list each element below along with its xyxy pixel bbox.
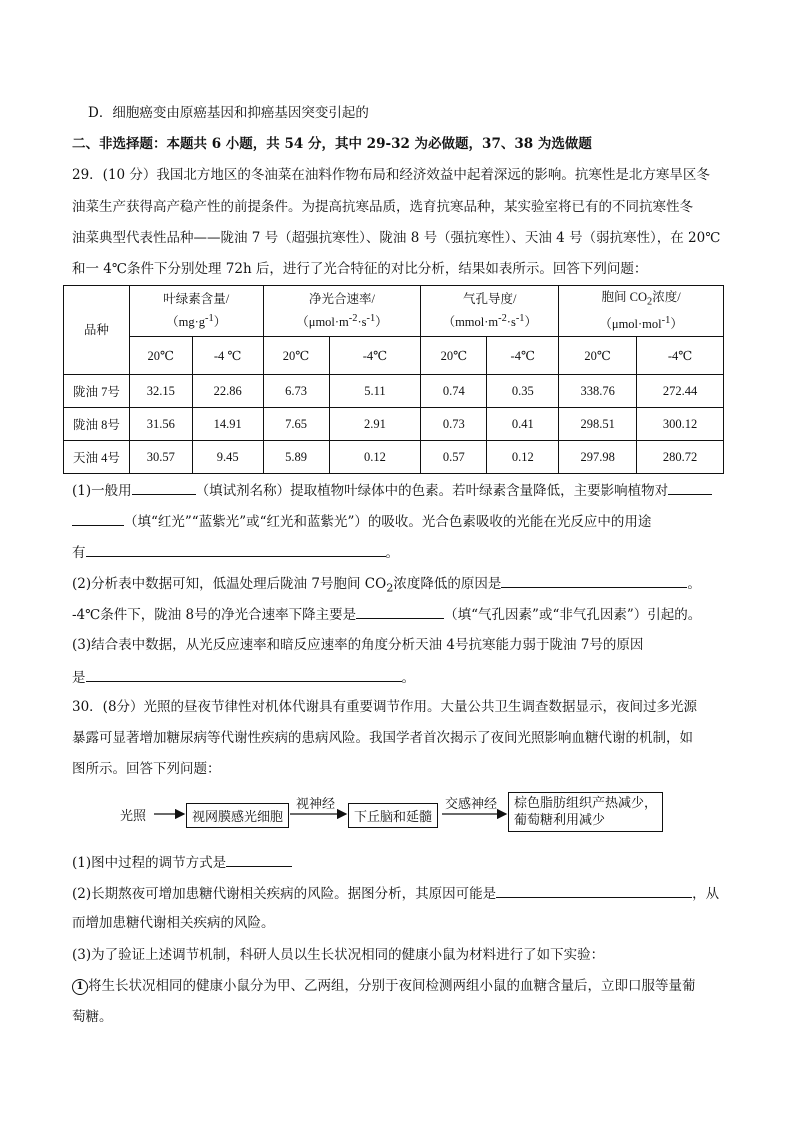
- temp-header: -4 ℃: [192, 337, 263, 375]
- table-cell: 338.76: [559, 375, 637, 408]
- q29-part2-line1: (2)分析表中数据可知，低温处理后陇油 7号胞间 $CO_2$浓度降低的原因是 。: [72, 573, 722, 598]
- variety-cell: 陇油 8号: [64, 408, 130, 441]
- q29-part1-line3: 有 。: [72, 542, 722, 562]
- net-photosynthesis-header: 净光合速率/ $(\mu mol\cdot m^{-2}\cdot s^{-1})$: [263, 286, 421, 337]
- table-cell: 5.89: [263, 441, 329, 474]
- table-cell: 30.57: [129, 441, 192, 474]
- table-cell: 31.56: [129, 408, 192, 441]
- table-cell: 297.98: [559, 441, 637, 474]
- answer-blank[interactable]: [226, 852, 292, 867]
- q29-part3-line1: (3)结合表中数据，从光反应速率和暗反应速率的角度分析天油 4号抗寒能力弱于陇油 7号的原因: [72, 637, 644, 653]
- option-d: D．细胞癌变由原癌基因和抑癌基因突变引起的: [88, 105, 369, 121]
- table-cell: 22.86: [192, 375, 263, 408]
- intercellular-co2-header: 胞间 $CO_2$浓度/ （μmol·mol$^{-1}$）: [559, 286, 724, 337]
- temp-header: -4℃: [637, 337, 724, 375]
- table-cell: 0.74: [421, 375, 487, 408]
- q30-part3: (3)为了验证上述调节机制，科研人员以生长状况相同的健康小鼠为材料进行了如下实验：: [72, 947, 605, 963]
- answer-blank[interactable]: [72, 511, 124, 526]
- stomatal-conductance-header: 气孔导度/ $(mmol\cdot m^{-2}\cdot s^{-1})$: [421, 286, 559, 337]
- q30-part2-line1: (2)长期熬夜可增加患糖代谢相关疾病的风险。据图分析，其原因可能是 ，从: [72, 883, 722, 903]
- answer-blank[interactable]: [668, 480, 712, 495]
- table-row: [64, 408, 724, 441]
- temp-header: 20℃: [263, 337, 329, 375]
- table-cell: 9.45: [192, 441, 263, 474]
- table-cell: 32.15: [129, 375, 192, 408]
- q29-part1-line1: (1)一般用 （填试剂名称）提取植物叶绿体中的色素。若叶绿素含量降低，主要影响植物对: [72, 480, 722, 500]
- table-cell: 0.57: [421, 441, 487, 474]
- q29-intro-line-3: 油菜典型代表性品种——陇油 7 号（超强抗寒性）、陇油 8 号（强抗寒性）、天油 4 号（弱抗寒性），在 20℃: [72, 230, 721, 246]
- mechanism-diagram: [120, 790, 680, 838]
- temp-header: 20℃: [559, 337, 637, 375]
- q29-intro-line-1: 29．(10 分）我国北方地区的冬油菜在油料作物布局和经济效益中起着深远的影响。抗寒性是北方寒旱区冬: [72, 167, 710, 183]
- q30-intro-line-1: 30．(8分）光照的昼夜节律性对机体代谢具有重要调节作用。大量公共卫生调查数据显示，夜间过多光源: [72, 699, 698, 715]
- variety-cell: 陇油 7号: [64, 375, 130, 408]
- table-cell: 2.91: [329, 408, 421, 441]
- table-cell: 7.65: [263, 408, 329, 441]
- diagram-label-sympathetic: 交感神经: [445, 797, 498, 812]
- answer-blank[interactable]: [501, 573, 687, 588]
- temp-header: 20℃: [421, 337, 487, 375]
- table-cell: 280.72: [637, 441, 724, 474]
- answer-blank[interactable]: [356, 604, 444, 619]
- table-cell: 0.73: [421, 408, 487, 441]
- table-row: [64, 441, 724, 474]
- temp-header: -4℃: [487, 337, 559, 375]
- table-cell: 300.12: [637, 408, 724, 441]
- table-cell: 0.12: [487, 441, 559, 474]
- chlorophyll-header: 叶绿素含量/ $(mg\cdot g^{-1})$: [129, 286, 263, 337]
- answer-blank[interactable]: [496, 883, 692, 898]
- q30-part1: (1)图中过程的调节方式是: [72, 852, 722, 872]
- diagram-box-hypothalamus: 下丘脑和延髓: [348, 803, 438, 828]
- q29-intro-line-2: 油菜生产获得高产稳产性的前提条件。为提高抗寒品质，选育抗寒品种，某实验室将已有的不同抗寒性冬: [72, 199, 693, 215]
- answer-blank[interactable]: [86, 542, 386, 557]
- table-cell: 298.51: [559, 408, 637, 441]
- diagram-label-optic-nerve: 视神经: [296, 797, 336, 812]
- table-cell: 0.12: [329, 441, 421, 474]
- diagram-box-retina: 视网膜感光细胞: [186, 803, 289, 828]
- photosynthesis-table: [63, 285, 724, 474]
- variety-header: 品种: [64, 286, 130, 375]
- q29-intro-line-4: 和一 4℃条件下分别处理 72h 后，进行了光合特征的对比分析，结果如表所示。回答下列问题：: [72, 261, 648, 277]
- q30-step1-line1: 1 将生长状况相同的健康小鼠分为甲、乙两组，分别于夜间检测两组小鼠的血糖含量后，立即口服等量葡: [72, 977, 722, 995]
- q29-part3-line2: 是 。: [72, 667, 722, 687]
- table-row: [64, 375, 724, 408]
- table-cell: 0.41: [487, 408, 559, 441]
- q30-step1-line2: 萄糖。: [72, 1009, 113, 1025]
- answer-blank[interactable]: [86, 667, 402, 682]
- table-cell: 272.44: [637, 375, 724, 408]
- temp-header: 20℃: [129, 337, 192, 375]
- diagram-box-result: 棕色脂肪组织产热减少， 葡萄糖利用减少: [508, 792, 663, 832]
- q30-intro-line-3: 图所示。回答下列问题：: [72, 761, 221, 777]
- table-cell: 0.35: [487, 375, 559, 408]
- diagram-start: 光照: [120, 809, 147, 824]
- q30-part2-line2: 而增加患糖代谢相关疾病的风险。: [72, 915, 275, 931]
- table-cell: 6.73: [263, 375, 329, 408]
- variety-cell: 天油 4号: [64, 441, 130, 474]
- section-header: 二、非选择题：本题共 6 小题，共 54 分，其中 29-32 为必做题，37、38 为选做题: [72, 136, 592, 152]
- answer-blank[interactable]: [132, 480, 196, 495]
- table-cell: 14.91: [192, 408, 263, 441]
- q30-intro-line-2: 暴露可显著增加糖尿病等代谢性疾病的患病风险。我国学者首次揭示了夜间光照影响血糖代谢的机制，如: [72, 730, 693, 746]
- temp-header: -4℃: [329, 337, 421, 375]
- q29-part1-line2: （填“红光”“蓝紫光”或“红光和蓝紫光”）的吸收。光合色素吸收的光能在光反应中的用途: [72, 511, 722, 531]
- table-cell: 5.11: [329, 375, 421, 408]
- q29-part2-line2: -4℃条件下，陇油 8号的净光合速率下降主要是 （填“气孔因素”或“非气孔因素”）引起的。: [72, 604, 722, 624]
- step-number: 1: [72, 979, 88, 995]
